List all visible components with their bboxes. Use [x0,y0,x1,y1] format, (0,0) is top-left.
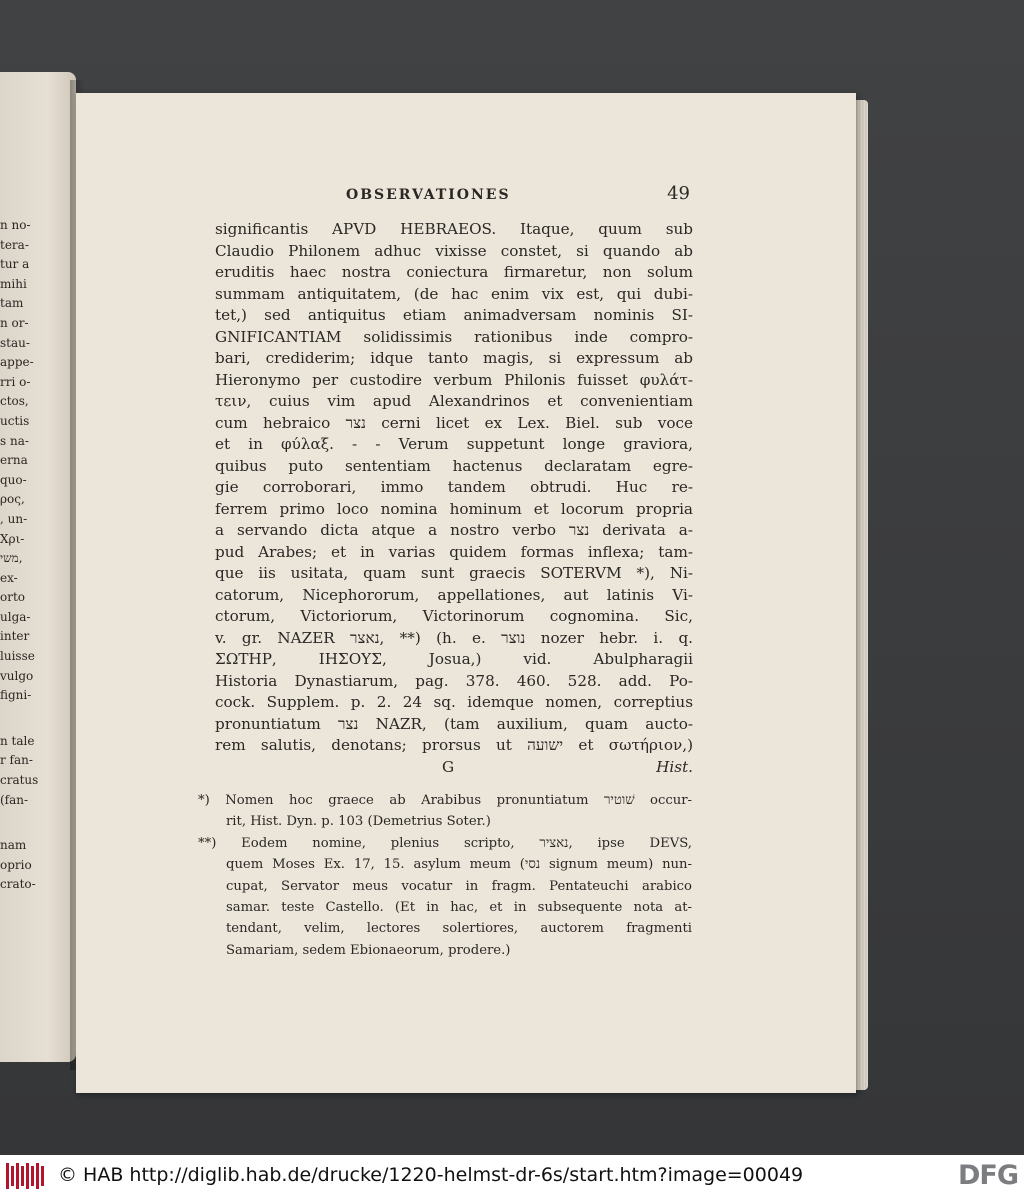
previous-page [0,72,76,1062]
previous-page-line: r fan- [0,753,33,768]
text-line: Historia Dynastiarum, pag. 378. 460. 528. add. Po- [215,671,693,690]
text-line: catorum, Nicephororum, appellationes, aut latinis Vi- [215,585,693,604]
text-line: τειν, cuius vim apud Alexandrinos et convenientiam [215,392,693,410]
previous-page-line [0,810,76,836]
text-line: summam antiquitatem, (de hac enim vix est, qui dubi- [215,284,693,303]
text-line: v. gr. NAZER נאצר, **) (h. e. נוצר nozer hebr. i. q. [215,628,693,647]
previous-page-line: tur a [0,257,30,272]
previous-page-line: cratus [0,773,39,788]
previous-page-line: , un- [0,511,28,526]
logo-bar [31,1166,34,1186]
footnote-line: **) Eodem nomine, plenius scripto, נאציר, ipse DEVS, [198,835,692,851]
footer-bar [0,1155,1024,1196]
text-line: gie corroborari, immo tandem obtrudi. Huc re- [215,478,693,496]
text-line: ferrem primo loco nomina hominum et locorum propria [215,499,693,518]
text-line: quibus puto sententiam hactenus declaratam egre- [215,456,693,475]
previous-page-line: inter [0,629,30,644]
previous-page-line: erna [0,453,28,468]
previous-page-line: stau- [0,335,30,350]
catchword: Hist. [656,757,693,776]
text-line: rem salutis, denotans; prorsus ut ישועה et σωτήριον,) [215,736,693,754]
previous-page-line: oprio [0,857,32,872]
logo-bar [41,1166,44,1186]
logo-bar [11,1166,14,1186]
previous-page-line: nam [0,838,27,853]
text-line: Claudio Philonem adhuc vixisse constet, si quando ab [215,241,693,260]
previous-page-line: vulgo [0,668,34,683]
previous-page-line: n no- [0,218,31,232]
text-line: a servando dicta atque a nostro verbo נצר derivata a- [215,521,693,539]
text-line: Hieronymo per custodire verbum Philonis fuisset φυλάτ- [215,370,693,389]
footnote-line: Samariam, sedem Ebionaeorum, prodere.) [226,942,511,958]
text-line: cock. Supplem. p. 2. 24 sq. idemque nomen, correptius [215,693,693,711]
previous-page-line: ex- [0,570,18,585]
text-line: GNIFICANTIAM solidissimis rationibus inde compro- [215,327,693,346]
logo-bar [21,1166,24,1186]
logo-bar [6,1163,9,1189]
previous-page-line: mihi [0,276,27,291]
previous-page-line: crato- [0,877,36,892]
previous-page-line: s na- [0,433,29,448]
text-line: significantis APVD HEBRAEOS. Itaque, quum sub [215,220,693,238]
previous-page-line: figni- [0,688,32,703]
previous-page-line: appe- [0,355,34,370]
page-number: 49 [667,183,690,204]
logo-bar [36,1163,39,1189]
footnote-line: *) Nomen hoc graece ab Arabibus pronuntiatum שׁוטיר occur- [198,793,692,808]
previous-page-line: tam [0,296,24,311]
previous-page-line: rri o- [0,374,31,389]
text-line: pronuntiatum נצר NAZR, (tam auxilium, quam aucto- [215,714,693,733]
previous-page-line: משי, [0,551,23,566]
logo-bar [26,1163,29,1189]
copyright-link[interactable]: © HAB http://diglib.hab.de/drucke/1220-helmst-dr-6s/start.htm?image=00049 [58,1164,804,1186]
previous-page-line: orto [0,590,26,605]
footnote-line: rit, Hist. Dyn. p. 103 (Demetrius Soter.) [226,814,491,830]
signature-mark: G [442,757,455,776]
previous-page-line: quo- [0,472,27,487]
running-head: OBSERVATIONES [346,187,511,203]
signature-line [215,757,693,779]
previous-page-line: (fan- [0,792,29,807]
previous-page-line: ctos, [0,394,29,409]
text-line: ΣΩΤΗΡ, ΙΗΣΟΥΣ, Josua,) vid. Abulpharagii [215,650,693,668]
footnote-line: tendant, velim, lectores solertiores, auctorem fragmenti [226,921,692,937]
text-line: cum hebraico נצר cerni licet ex Lex. Biel. sub voce [215,413,693,432]
previous-page-line: tera- [0,237,29,252]
running-header [346,183,690,213]
text-line: tet,) sed antiquitus etiam animadversam nominis SI- [215,306,693,324]
footnote-line: cupat, Servator meus vocatur in fragm. Pentateuchi arabico [226,878,692,894]
previous-page-line [0,706,76,732]
footnote-line: samar. teste Castello. (Et in hac, et in subsequente nota at- [226,899,692,915]
previous-page-line: n or- [0,315,29,330]
text-line: pud Arabes; et in varias quidem formas inflexa; tam- [215,542,693,561]
previous-page-line: uctis [0,413,30,428]
dfg-logo: DFG [957,1160,1018,1191]
footnotes [198,790,692,961]
footnote-line: quem Moses Ex. 17, 15. asylum meum (נסי signum meum) nun- [226,857,692,873]
text-line: que iis usitata, quam sunt graecis SOTERVM *), Ni- [215,564,693,582]
previous-page-line: Χρι- [0,531,25,546]
text-line: et in φύλαξ. - - Verum suppetunt longe graviora, [215,435,693,453]
logo-bar [16,1163,19,1189]
previous-page-line: luisse [0,649,35,664]
main-text [215,219,693,778]
previous-page-line: n tale [0,733,35,748]
text-line: ctorum, Victoriorum, Victorinorum cognomina. Sic, [215,607,693,625]
previous-page-line: ulga- [0,609,31,624]
hab-logo-icon [6,1163,46,1189]
previous-page-line: ρος, [0,492,25,507]
previous-page-text [0,216,76,895]
text-line: bari, crediderim; idque tanto magis, si expressum ab [215,349,693,367]
text-line: eruditis haec nostra coniectura firmaretur, non solum [215,263,693,281]
